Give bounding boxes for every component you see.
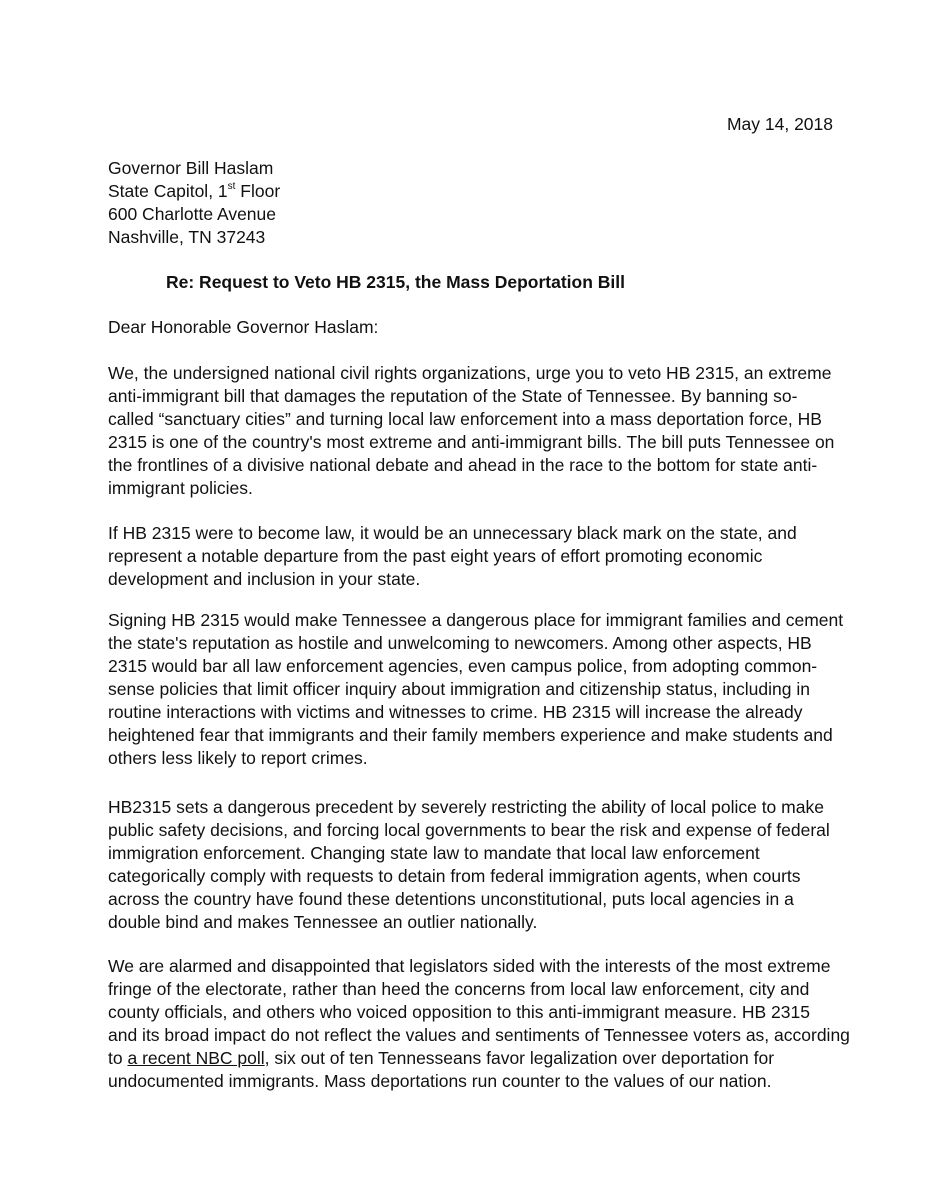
paragraph-line: routine interactions with victims and witnesses to crime. HB 2315 will increase the already bbox=[108, 702, 803, 722]
paragraph-line: immigration enforcement. Changing state law to mandate that local law enforcement bbox=[108, 843, 760, 863]
paragraph-line: the frontlines of a divisive national debate and ahead in the race to the bottom for state anti- bbox=[108, 455, 818, 475]
paragraph-line: HB2315 sets a dangerous precedent by severely restricting the ability of local police to make bbox=[108, 797, 824, 817]
paragraph-line: We, the undersigned national civil rights organizations, urge you to veto HB 2315, an extreme bbox=[108, 363, 832, 383]
address-line-city: Nashville, TN 37243 bbox=[108, 227, 266, 247]
paragraph-line: immigrant policies. bbox=[108, 478, 253, 498]
address-line-building bbox=[108, 180, 280, 203]
body-paragraph-1 bbox=[108, 362, 835, 500]
paragraph-line: county officials, and others who voiced opposition to this anti-immigrant measure. HB 2315 bbox=[108, 1002, 810, 1022]
paragraph-line: 2315 would bar all law enforcement agencies, even campus police, from adopting common- bbox=[108, 656, 818, 676]
paragraph-line: development and inclusion in your state. bbox=[108, 569, 421, 589]
paragraph-line: and its broad impact do not reflect the values and sentiments of Tennessee voters as, according bbox=[108, 1025, 850, 1045]
paragraph-line: undocumented immigrants. Mass deportations run counter to the values of our nation. bbox=[108, 1071, 772, 1091]
subject-line: Re: Request to Veto HB 2315, the Mass Deportation Bill bbox=[166, 272, 625, 292]
paragraph-line: across the country have found these detentions unconstitutional, puts local agencies in a bbox=[108, 889, 794, 909]
address-floor-ordinal: st bbox=[227, 181, 236, 193]
paragraph-line: fringe of the electorate, rather than heed the concerns from local law enforcement, city and bbox=[108, 979, 810, 999]
paragraph-line-with-link bbox=[108, 1047, 828, 1070]
paragraph-line: the state's reputation as hostile and unwelcoming to newcomers. Among other aspects, HB bbox=[108, 633, 812, 653]
paragraph-line: If HB 2315 were to become law, it would be an unnecessary black mark on the state, and bbox=[108, 523, 797, 543]
paragraph-line: double bind and makes Tennessee an outlier nationally. bbox=[108, 912, 538, 932]
paragraph-line: We are alarmed and disappointed that legislators sided with the interests of the most extreme bbox=[108, 956, 831, 976]
paragraph-line: public safety decisions, and forcing local governments to bear the risk and expense of federal bbox=[108, 820, 830, 840]
body-paragraph-4 bbox=[108, 796, 828, 934]
link-line-suffix: , six out of ten Tennesseans favor legalization over deportation for bbox=[264, 1048, 775, 1068]
paragraph-line: Signing HB 2315 would make Tennessee a dangerous place for immigrant families and cement bbox=[108, 610, 844, 630]
paragraph-line: sense policies that limit officer inquiry about immigration and citizenship status, including in bbox=[108, 679, 810, 699]
nbc-poll-link[interactable]: a recent NBC poll bbox=[127, 1048, 265, 1068]
recipient-address bbox=[108, 157, 280, 249]
letter-date: May 14, 2018 bbox=[726, 114, 833, 134]
address-building-text: State Capitol, 1 bbox=[108, 181, 228, 201]
body-paragraph-2 bbox=[108, 522, 828, 591]
paragraph-line: 2315 is one of the country's most extreme and anti-immigrant bills. The bill puts Tennessee on bbox=[108, 432, 835, 452]
link-line-prefix: to bbox=[108, 1048, 128, 1068]
body-paragraph-3 bbox=[108, 609, 844, 770]
paragraph-line: called “sanctuary cities” and turning local law enforcement into a mass deportation force, HB bbox=[108, 409, 822, 429]
address-line-name: Governor Bill Haslam bbox=[108, 158, 274, 178]
paragraph-line: anti-immigrant bill that damages the reputation of the State of Tennessee. By banning so- bbox=[108, 386, 798, 406]
paragraph-line: others less likely to report crimes. bbox=[108, 748, 368, 768]
paragraph-line: heightened fear that immigrants and their family members experience and make students and bbox=[108, 725, 833, 745]
paragraph-line: categorically comply with requests to detain from federal immigration agents, when courts bbox=[108, 866, 801, 886]
address-line-street: 600 Charlotte Avenue bbox=[108, 204, 277, 224]
body-paragraph-5 bbox=[108, 955, 850, 1093]
address-floor-text: Floor bbox=[235, 181, 281, 201]
salutation: Dear Honorable Governor Haslam: bbox=[108, 317, 379, 337]
paragraph-line: represent a notable departure from the past eight years of effort promoting economic bbox=[108, 546, 763, 566]
